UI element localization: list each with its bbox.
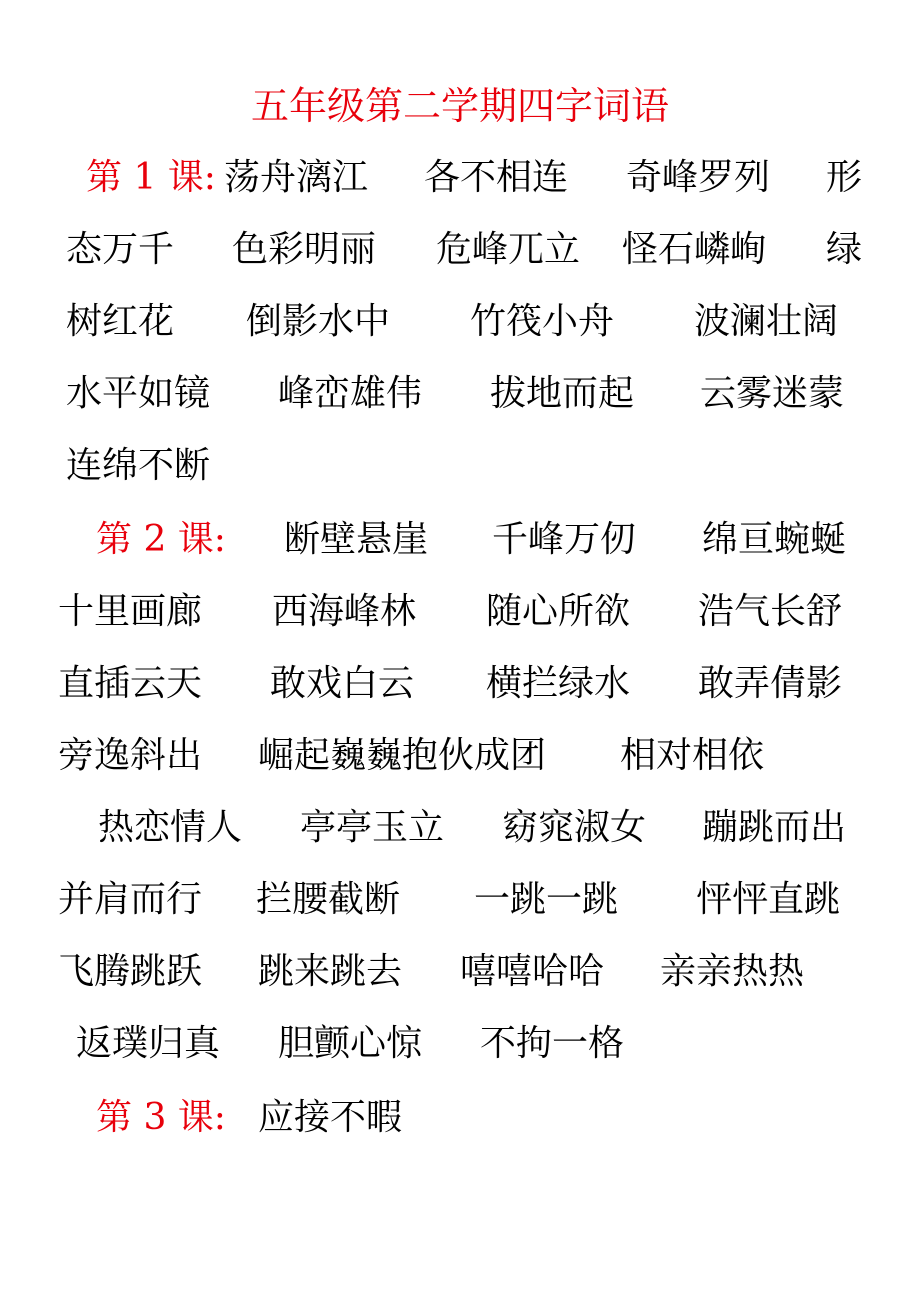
text-line — [0, 292, 920, 352]
phrase: 亲亲热热 — [660, 951, 805, 992]
phrase: 崛起巍巍抱伙成团 — [258, 735, 547, 776]
phrase: 绿 — [826, 229, 863, 270]
text-line — [0, 148, 920, 208]
text-line — [0, 510, 920, 570]
phrase: 跳来跳去 — [258, 951, 403, 992]
phrase: 返璞归真 — [76, 1023, 221, 1064]
phrase: 敢戏白云 — [270, 663, 415, 704]
phrase: 千峰万仞 — [492, 519, 637, 560]
text-line — [0, 870, 920, 930]
text-line — [0, 726, 920, 786]
phrase: 绵亘蜿蜒 — [702, 519, 847, 560]
text-line — [0, 942, 920, 1002]
phrase: 竹筏小舟 — [470, 301, 615, 342]
phrase: 荡舟漓江 — [224, 157, 369, 198]
phrase: 怪石嶙峋 — [622, 229, 767, 270]
phrase: 连绵不断 — [66, 445, 211, 486]
phrase: 亭亭玉立 — [300, 807, 445, 848]
phrase: 应接不暇 — [258, 1097, 403, 1138]
phrase: 敢弄倩影 — [698, 663, 843, 704]
phrase: 色彩明丽 — [232, 229, 377, 270]
phrase: 拔地而起 — [490, 373, 635, 414]
text-line — [0, 582, 920, 642]
phrase: 水平如镜 — [66, 373, 211, 414]
lesson-label: 第 3 课: — [96, 1097, 226, 1138]
phrase: 飞腾跳跃 — [58, 951, 203, 992]
text-line — [0, 220, 920, 280]
phrase: 直插云天 — [58, 663, 203, 704]
phrase: 不拘一格 — [480, 1023, 625, 1064]
text-line — [0, 798, 920, 858]
phrase: 胆颤心惊 — [278, 1023, 423, 1064]
phrase: 拦腰截断 — [256, 879, 401, 920]
phrase: 嘻嘻哈哈 — [460, 951, 605, 992]
phrase: 树红花 — [66, 301, 175, 342]
phrase: 相对相依 — [620, 735, 765, 776]
phrase: 危峰兀立 — [436, 229, 581, 270]
phrase: 奇峰罗列 — [626, 157, 771, 198]
phrase: 云雾迷蒙 — [700, 373, 845, 414]
phrase: 各不相连 — [424, 157, 569, 198]
phrase: 一跳一跳 — [474, 879, 619, 920]
phrase: 随心所欲 — [486, 591, 631, 632]
phrase: 窈窕淑女 — [502, 807, 647, 848]
text-line — [0, 436, 920, 496]
phrase: 蹦跳而出 — [702, 807, 847, 848]
page-title: 五年级第二学期四字词语 — [250, 84, 669, 128]
phrase: 怦怦直跳 — [696, 879, 841, 920]
phrase: 横拦绿水 — [486, 663, 631, 704]
phrase: 热恋情人 — [98, 807, 243, 848]
text-line — [0, 1014, 920, 1074]
text-line — [0, 654, 920, 714]
lesson-label: 第 1 课: — [86, 157, 216, 198]
phrase: 并肩而行 — [58, 879, 203, 920]
phrase: 态万千 — [66, 229, 175, 270]
phrase: 十里画廊 — [58, 591, 203, 632]
lesson-label: 第 2 课: — [96, 519, 226, 560]
text-line — [0, 364, 920, 424]
phrase: 波澜壮阔 — [694, 301, 839, 342]
phrase: 倒影水中 — [246, 301, 391, 342]
phrase: 断壁悬崖 — [284, 519, 429, 560]
phrase: 浩气长舒 — [698, 591, 843, 632]
phrase: 西海峰林 — [272, 591, 417, 632]
text-line — [0, 1088, 920, 1148]
phrase: 峰峦雄伟 — [278, 373, 423, 414]
phrase: 形 — [826, 157, 863, 198]
phrase: 旁逸斜出 — [58, 735, 203, 776]
